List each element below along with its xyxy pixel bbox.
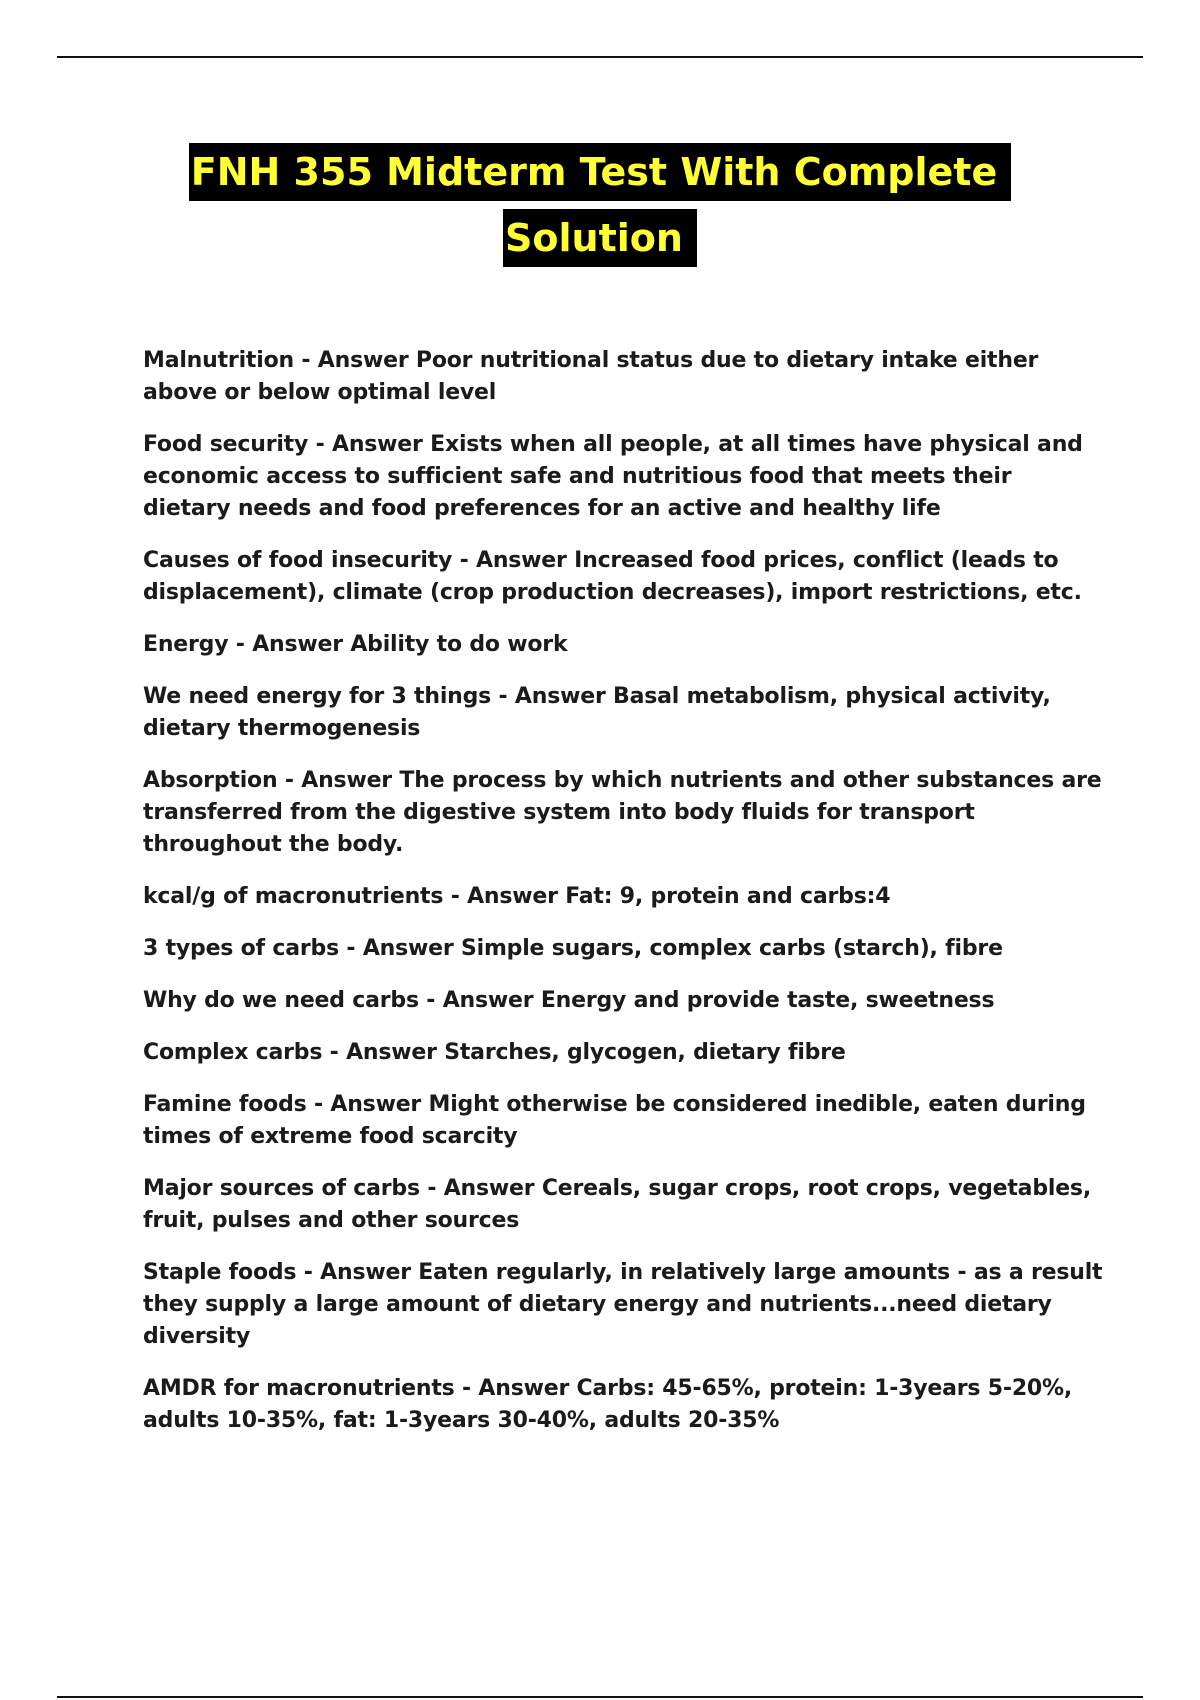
qa-item-food-security: Food security - Answer Exists when all people, at all times have physical and economic access to sufficient safe and nutritious food that meets their dietary needs and food preferences for an active and healthy life (143, 432, 1083, 521)
qa-item-staple-foods: Staple foods - Answer Eaten regularly, in relatively large amounts - as a result they supply a large amount of dietary energy and nutrients...need dietary diversity (143, 1260, 1103, 1349)
qa-item-why-carbs: Why do we need carbs - Answer Energy and provide taste, sweetness (143, 988, 995, 1013)
qa-item-kcal-per-gram: kcal/g of macronutrients - Answer Fat: 9, protein and carbs:4 (143, 884, 891, 909)
qa-item-famine-foods: Famine foods - Answer Might otherwise be considered inedible, eaten during times of extreme food scarcity (143, 1092, 1086, 1149)
qa-item-energy: Energy - Answer Ability to do work (143, 632, 568, 657)
qa-item-malnutrition: Malnutrition - Answer Poor nutritional status due to dietary intake either above or below optimal level (143, 348, 1039, 405)
qa-item-sources-of-carbs: Major sources of carbs - Answer Cereals, sugar crops, root crops, vegetables, fruit, pulses and other sources (143, 1176, 1091, 1233)
qa-item-absorption: Absorption - Answer The process by which nutrients and other substances are transferred from the digestive system into body fluids for transport throughout the body. (143, 768, 1102, 857)
qa-item-causes-food-insecurity: Causes of food insecurity - Answer Increased food prices, conflict (leads to displacement), climate (crop production decreases), import restrictions, etc. (143, 548, 1082, 605)
qa-item-amdr: AMDR for macronutrients - Answer Carbs: 45-65%, protein: 1-3years 5-20%, adults 10-35%, fat: 1-3years 30-40%, adults 20-35% (143, 1376, 1073, 1433)
qa-item-types-of-carbs: 3 types of carbs - Answer Simple sugars, complex carbs (starch), fibre (143, 936, 1003, 961)
title-line-2: Solution (503, 209, 697, 267)
title-line-1: FNH 355 Midterm Test With Complete (189, 143, 1011, 201)
qa-item-energy-needs: We need energy for 3 things - Answer Basal metabolism, physical activity, dietary thermogenesis (143, 684, 1051, 741)
qa-item-complex-carbs: Complex carbs - Answer Starches, glycogen, dietary fibre (143, 1040, 846, 1065)
top-divider (57, 56, 1143, 58)
bottom-divider (57, 1696, 1143, 1698)
document-title (0, 143, 1200, 267)
qa-list (143, 345, 1103, 1457)
